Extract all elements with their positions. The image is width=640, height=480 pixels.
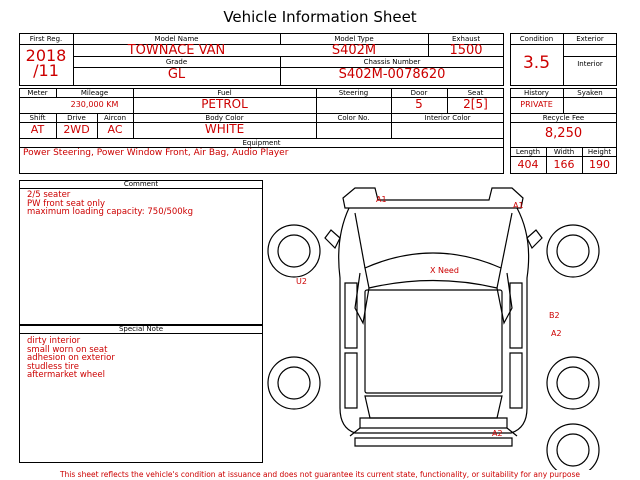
special-note-text: dirty interior small worn on seat adhesion on exterior studless tire aftermarket wheel [27,336,115,380]
mileage: 230,000 KM [70,100,119,109]
length: 404 [517,158,539,171]
damage-mark-a2-bottom: A2 [492,429,503,438]
front-left-wheel-diagram [268,225,320,277]
interior-label: Interior [577,60,603,68]
special-note-label: Special Note [118,325,164,333]
chassis-number: S402M-0078620 [338,67,446,82]
model-name-label: Model Name [154,35,199,43]
damage-mark-a2-right: A2 [551,329,562,338]
equipment-list: Power Steering, Power Window Front, Air Bag, Audio Player [23,148,289,158]
exhaust: 1500 [449,43,483,58]
first-reg-year: 2018 [25,46,67,65]
body-color: WHITE [204,122,245,136]
length-label: Length [515,148,541,156]
front-right-wheel-diagram [547,225,599,277]
history-label: History [524,89,549,97]
interior-color-label: Interior Color [424,114,471,122]
car-damage-diagram [265,178,637,470]
syaken-label: Syaken [577,89,603,97]
model-type-label: Model Type [334,35,374,43]
fuel-label: Fuel [217,89,232,97]
first-reg-label: First Reg. [29,35,63,43]
page-title: Vehicle Information Sheet [223,8,417,26]
damage-mark-x-need: X Need [430,266,459,275]
height-label: Height [587,148,612,156]
spare-wheel-diagram [547,424,599,470]
height: 190 [589,158,610,171]
width-label: Width [553,148,575,156]
recycle-fee: 8,250 [544,126,583,141]
shift: AT [30,123,45,136]
color-no-label: Color No. [337,114,370,122]
exhaust-label: Exhaust [451,35,481,43]
exterior-label: Exterior [576,35,604,43]
seat-label: Seat [467,89,484,97]
damage-mark-u2: U2 [296,277,307,286]
seat: 2[5] [463,97,488,111]
body-color-label: Body Color [205,114,244,122]
damage-mark-b2: B2 [549,311,560,320]
aircon: AC [107,123,123,136]
history: PRIVATE [520,100,553,109]
rear-right-wheel-diagram [547,357,599,409]
condition-grade: 3.5 [522,53,551,73]
comment-text: 2/5 seater PW front seat only maximum loading capacity: 750/500kg [27,190,194,217]
model-type: S402M [331,43,377,58]
mileage-label: Mileage [80,89,109,97]
door: 5 [415,97,423,111]
first-reg-month: /11 [33,61,59,80]
equipment-label: Equipment [242,139,281,147]
fuel: PETROL [201,97,248,111]
drive-label: Drive [67,114,86,122]
grade: GL [167,67,186,82]
condition-label: Condition [519,35,554,43]
damage-mark-a1-right: A1 [513,201,524,210]
model-name: TOWNACE VAN [127,43,226,58]
damage-mark-a1-top: A1 [376,195,387,204]
rear-left-wheel-diagram [268,357,320,409]
grade-label: Grade [165,58,188,66]
steering-label: Steering [338,89,369,97]
meter-label: Meter [27,89,48,97]
door-label: Door [410,89,428,97]
disclaimer-footer: This sheet reflects the vehicle's condition at issuance and does not guarantee its current state, functionality, or suitability for any purpose [59,470,581,479]
width: 166 [553,158,575,171]
chassis-label: Chassis Number [363,58,421,66]
comment-label: Comment [123,180,159,188]
aircon-label: Aircon [103,114,127,122]
drive: 2WD [63,123,90,136]
shift-label: Shift [29,114,46,122]
recycle-fee-label: Recycle Fee [542,114,585,122]
